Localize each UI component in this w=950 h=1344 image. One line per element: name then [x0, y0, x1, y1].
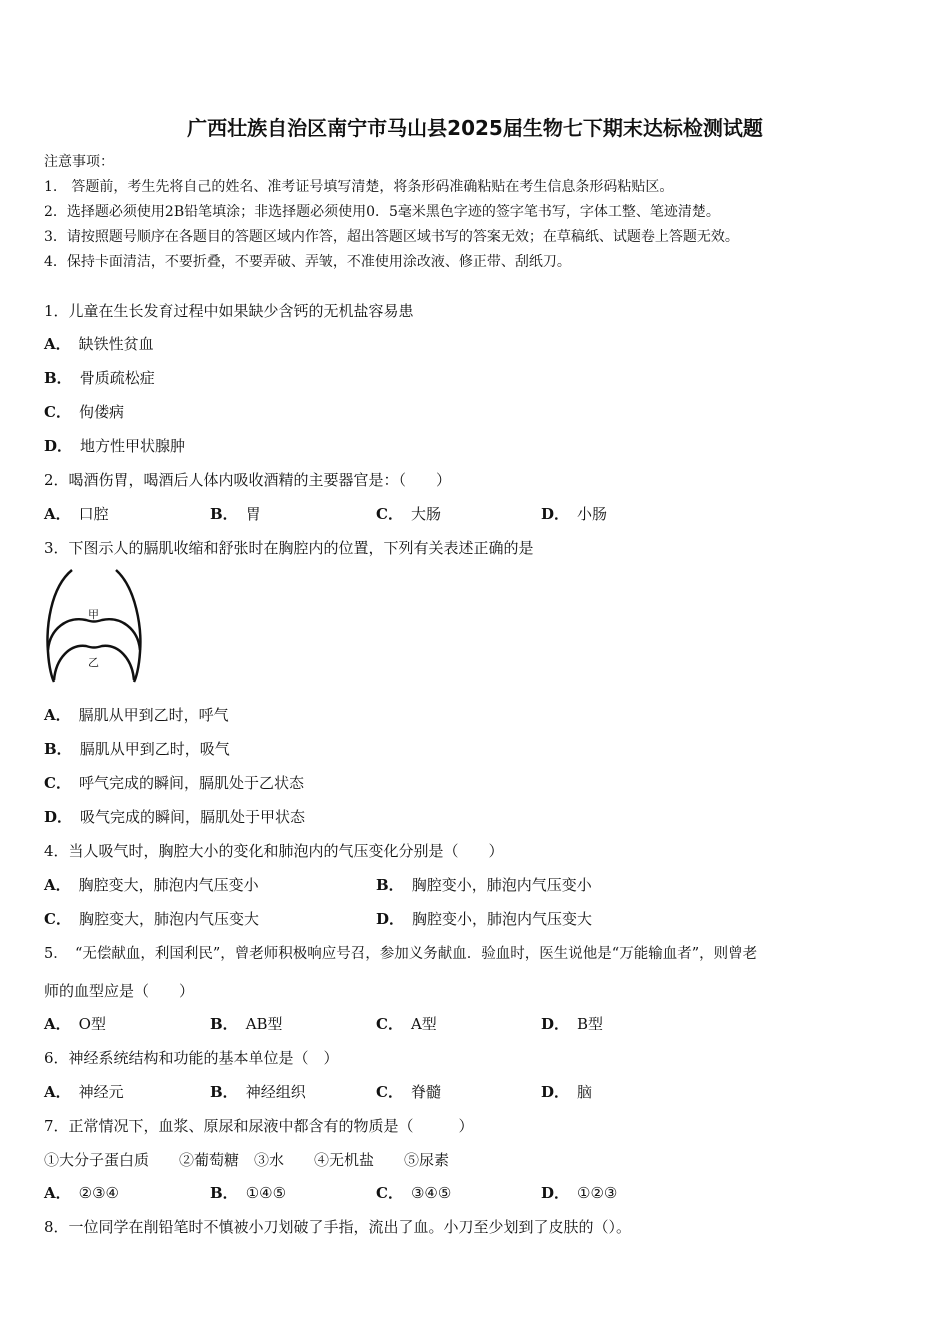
option-text: ③④⑤	[410, 1184, 452, 1202]
question-stem: 6．神经系统结构和功能的基本单位是（ ）	[44, 1049, 339, 1067]
question-stem: 7．正常情况下，血浆、原尿和尿液中都含有的物质是（ ）	[44, 1117, 474, 1135]
answer-option[interactable]	[44, 1015, 106, 1033]
option-letter: D．	[541, 505, 570, 523]
answer-option[interactable]	[541, 1083, 592, 1101]
answer-option[interactable]	[210, 1083, 306, 1101]
option-letter: B．	[44, 740, 72, 758]
option-letter: A．	[44, 505, 71, 523]
notice-item: 2．选择题必须使用2B铅笔填涂；非选择题必须使用0．5毫米黑色字迹的签字笔书写，字体工整、笔迹清楚。	[44, 204, 720, 220]
option-text: 脑	[577, 1083, 593, 1101]
notice-item: 4．保持卡面清洁，不要折叠，不要弄破、弄皱，不准使用涂改液、修正带、刮纸刀。	[44, 254, 571, 270]
option-letter: C．	[376, 1015, 403, 1033]
option-letter: A．	[44, 1015, 71, 1033]
option-text: 胸腔变大，肺泡内气压变大	[78, 910, 259, 928]
answer-option[interactable]	[210, 505, 261, 523]
option-text: 呼气完成的瞬间，膈肌处于乙状态	[78, 774, 304, 792]
option-letter: A．	[44, 1184, 71, 1202]
question-stem: 1．儿童在生长发育过程中如果缺少含钙的无机盐容易患	[44, 302, 414, 320]
answer-option[interactable]	[210, 1015, 283, 1033]
answer-option[interactable]	[44, 740, 230, 758]
answer-option[interactable]	[44, 774, 304, 792]
notice-heading: 注意事项：	[44, 154, 114, 170]
option-letter: B．	[376, 876, 404, 894]
diaphragm-diagram-svg	[44, 568, 144, 686]
answer-option[interactable]	[44, 505, 109, 523]
option-text: 骨质疏松症	[79, 369, 155, 387]
answer-option[interactable]	[44, 369, 155, 387]
answer-option[interactable]	[376, 1184, 451, 1202]
answer-option[interactable]	[44, 1083, 124, 1101]
option-letter: C．	[376, 1083, 403, 1101]
option-text: ②③④	[78, 1184, 119, 1202]
option-letter: C．	[44, 910, 71, 928]
option-letter: C．	[376, 505, 403, 523]
answer-option[interactable]	[376, 1083, 441, 1101]
answer-option[interactable]	[210, 1184, 286, 1202]
option-text: 膈肌从甲到乙时，吸气	[79, 740, 230, 758]
option-letter: D．	[541, 1015, 570, 1033]
option-letter: D．	[541, 1184, 570, 1202]
diaphragm-upper-curve	[48, 619, 140, 650]
option-letter: C．	[44, 403, 71, 421]
option-letter: A．	[44, 1083, 71, 1101]
page-title: 广西壮族自治区南宁市马山县2025届生物七下期末达标检测试题	[187, 116, 763, 140]
label-upper: 甲	[88, 608, 99, 621]
option-letter: A．	[44, 706, 71, 724]
option-text: 胃	[245, 505, 261, 523]
diaphragm-diagram	[44, 568, 144, 686]
answer-option[interactable]	[376, 505, 441, 523]
option-text: 大肠	[410, 505, 441, 523]
answer-option[interactable]	[376, 876, 592, 894]
option-letter: B．	[44, 369, 72, 387]
option-text: 小肠	[577, 505, 608, 523]
question-stem: 5． “无偿献血，利国利民”，曾老师积极响应号召，参加义务献血．验血时，医生说他是“万能输血者”，则曾老	[44, 946, 758, 962]
answer-option[interactable]	[541, 1015, 603, 1033]
answer-option[interactable]	[44, 1184, 119, 1202]
option-letter: A．	[44, 335, 71, 353]
notice-item: 3．请按照题号顺序在各题目的答题区域内作答，超出答题区域书写的答案无效；在草稿纸、试题卷上答题无效。	[44, 229, 739, 245]
option-text: 胸腔变小，肺泡内气压变小	[411, 876, 592, 894]
answer-option[interactable]	[541, 505, 607, 523]
option-text: 神经元	[78, 1083, 124, 1101]
answer-option[interactable]	[376, 910, 592, 928]
answer-option[interactable]	[44, 910, 259, 928]
option-letter: D．	[541, 1083, 570, 1101]
option-text: A型	[410, 1015, 437, 1033]
answer-option[interactable]	[541, 1184, 617, 1202]
substance-list: ①大分子蛋白质 ②葡萄糖 ③水 ④无机盐 ⑤尿素	[44, 1151, 450, 1169]
option-text: ①②③	[577, 1184, 618, 1202]
answer-option[interactable]	[44, 335, 154, 353]
option-text: 脊髓	[410, 1083, 441, 1101]
option-letter: C．	[376, 1184, 403, 1202]
option-letter: B．	[210, 1184, 238, 1202]
option-text: 地方性甲状腺肿	[80, 437, 186, 455]
answer-option[interactable]	[376, 1015, 437, 1033]
answer-option[interactable]	[44, 706, 229, 724]
answer-option[interactable]	[44, 876, 259, 894]
option-text: 口腔	[78, 505, 109, 523]
question-stem: 2．喝酒伤胃，喝酒后人体内吸收酒精的主要器官是：（ ）	[44, 471, 452, 489]
question-stem: 3．下图示人的膈肌收缩和舒张时在胸腔内的位置，下列有关表述正确的是	[44, 539, 534, 557]
option-letter: C．	[44, 774, 71, 792]
notice-item: 1. 答题前，考生先将自己的姓名、准考证号填写清楚，将条形码准确粘贴在考生信息条形码粘贴区。	[44, 179, 674, 195]
option-letter: B．	[210, 505, 238, 523]
answer-option[interactable]	[44, 437, 185, 455]
option-text: 佝偻病	[78, 403, 124, 421]
question-stem: 8．一位同学在削铅笔时不慎被小刀划破了手指，流出了血。小刀至少划到了皮肤的（）。	[44, 1218, 632, 1236]
answer-option[interactable]	[44, 403, 124, 421]
option-text: ①④⑤	[245, 1184, 287, 1202]
option-letter: D．	[44, 437, 73, 455]
option-text: AB型	[245, 1015, 283, 1033]
question-stem-continued: 师的血型应是（ ）	[44, 982, 195, 1000]
option-letter: A．	[44, 876, 71, 894]
option-letter: D．	[44, 808, 73, 826]
option-text: 神经组织	[245, 1083, 306, 1101]
answer-option[interactable]	[44, 808, 305, 826]
option-letter: B．	[210, 1083, 238, 1101]
option-text: 胸腔变小，肺泡内气压变大	[412, 910, 593, 928]
option-letter: D．	[376, 910, 405, 928]
option-text: 膈肌从甲到乙时，呼气	[78, 706, 229, 724]
option-text: 胸腔变大，肺泡内气压变小	[78, 876, 259, 894]
option-letter: B．	[210, 1015, 238, 1033]
question-stem: 4．当人吸气时，胸腔大小的变化和肺泡内的气压变化分别是（ ）	[44, 842, 504, 860]
option-text: 缺铁性贫血	[78, 335, 154, 353]
label-lower: 乙	[88, 656, 99, 669]
option-text: B型	[577, 1015, 604, 1033]
option-text: 吸气完成的瞬间，膈肌处于甲状态	[80, 808, 306, 826]
option-text: O型	[78, 1015, 106, 1033]
